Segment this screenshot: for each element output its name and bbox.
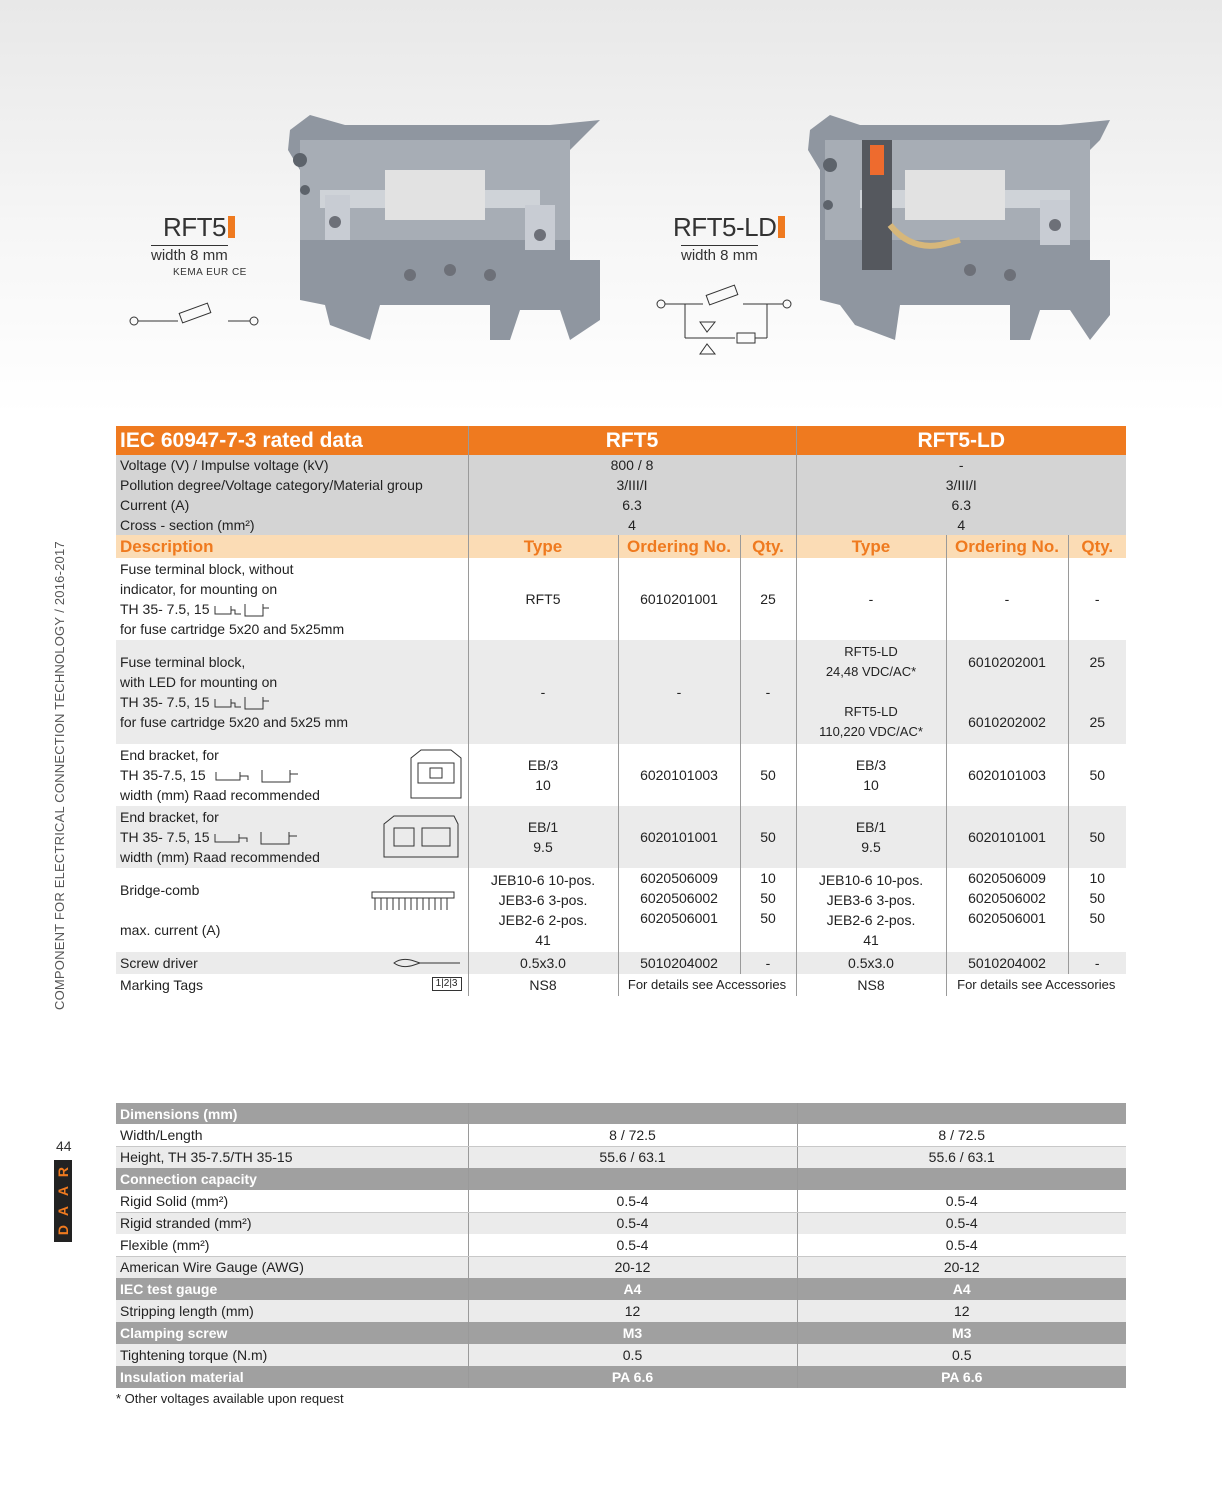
fuse-led-symbol-icon (655, 282, 795, 362)
row-value: A4 (797, 1278, 1126, 1300)
table-row (116, 1256, 1126, 1278)
rated-value: 4 (468, 515, 796, 535)
rated-row (116, 475, 1126, 495)
rated-label: Current (A) (116, 495, 468, 515)
din-rail-icon (213, 602, 271, 618)
accent-bar (228, 216, 235, 238)
row-value: 12 (797, 1300, 1126, 1322)
item-description: Screw driver (116, 952, 468, 974)
type-value: EB/3 10 (468, 744, 618, 806)
qty-value: - (1068, 952, 1126, 974)
row-value: 0.5-4 (797, 1234, 1126, 1256)
table-row (116, 1300, 1126, 1322)
row-value: 0.5 (797, 1344, 1126, 1366)
row-label: Tightening torque (N.m) (116, 1344, 468, 1366)
type-value: - (796, 558, 946, 640)
type-value: NS8 (796, 974, 946, 996)
qty-value: 50 (1068, 806, 1126, 868)
qty-value: - (740, 640, 796, 744)
ordering-value: 6010202001 6010202002 (946, 640, 1068, 744)
row-label: Stripping length (mm) (116, 1300, 468, 1322)
ordering-value: 6020101001 (618, 806, 740, 868)
col-rft5-title: RFT5 (468, 426, 796, 455)
qty-value: 25 25 (1068, 640, 1126, 744)
table-row (116, 1146, 1126, 1168)
table-row (116, 640, 1126, 744)
rated-value: 6.3 (468, 495, 796, 515)
qty-header: Qty. (1068, 535, 1126, 558)
table-row (116, 1212, 1126, 1234)
rated-value: 3/III/I (468, 475, 796, 495)
side-caption: COMPONENT FOR ELECTRICAL CONNECTION TECHNOLOGY/ 2016-2017 (52, 541, 67, 1010)
din-rail-icon (213, 695, 271, 711)
type-value: NS8 (468, 974, 618, 996)
row-value: 0.5-4 (468, 1212, 797, 1234)
row-label: Height, TH 35-7.5/TH 35-15 (116, 1146, 468, 1168)
section-title: IEC test gauge (116, 1278, 468, 1300)
rated-title: IEC 60947-7-3 rated data (116, 426, 468, 455)
col-rft5-ld-title: RFT5-LD (796, 426, 1126, 455)
row-value: 12 (468, 1300, 797, 1322)
row-value: 20-12 (797, 1256, 1126, 1278)
footnote: * Other voltages available upon request (116, 1391, 344, 1406)
row-value: 55.6 / 63.1 (797, 1146, 1126, 1168)
rated-header-row (116, 426, 1126, 455)
row-value: PA 6.6 (797, 1366, 1126, 1388)
end-bracket-icon (406, 748, 466, 802)
ordering-value: - (618, 640, 740, 744)
row-value: M3 (468, 1322, 797, 1344)
item-description: End bracket, for TH 35- 7.5, 15 width (mm) Raad recommended (116, 806, 468, 868)
table-row (116, 974, 1126, 996)
ordering-value: 6010201001 (618, 558, 740, 640)
item-description: End bracket, for TH 35-7.5, 15 width (mm) Raad recommended (116, 744, 468, 806)
section-header-row (116, 1366, 1126, 1388)
qty-value: - (1068, 558, 1126, 640)
row-value: 0.5-4 (468, 1190, 797, 1212)
row-label: Rigid Solid (mm²) (116, 1190, 468, 1212)
rated-row (116, 515, 1126, 535)
section-title: Clamping screw (116, 1322, 468, 1344)
product-name-rft5-ld: RFT5-LD (673, 212, 785, 243)
rft5-ld-product-image (800, 110, 1120, 345)
product-width-rft5: width 8 mm (151, 247, 228, 264)
qty-value: 50 (740, 744, 796, 806)
qty-value: - (740, 952, 796, 974)
type-value: 0.5x3.0 (796, 952, 946, 974)
ordering-value: - (946, 558, 1068, 640)
type-value: JEB10-6 10-pos. JEB3-6 3-pos. JEB2-6 2-pos. 41 (796, 868, 946, 952)
page-number: 44 (56, 1138, 72, 1154)
table-row (116, 744, 1126, 806)
qty-header: Qty. (740, 535, 796, 558)
section-title: Insulation material (116, 1366, 468, 1388)
table-row (116, 1124, 1126, 1146)
row-label: Width/Length (116, 1124, 468, 1146)
fuse-symbol-icon (128, 296, 263, 330)
item-description: Marking Tags 1|2|3 (116, 974, 468, 996)
qty-value: 25 (740, 558, 796, 640)
screwdriver-icon (392, 957, 462, 969)
row-value: 0.5 (468, 1344, 797, 1366)
rated-value: 3/III/I (796, 475, 1126, 495)
ordering-value: 5010204002 (618, 952, 740, 974)
rated-row (116, 455, 1126, 475)
bridge-comb-icon (370, 890, 456, 914)
item-description: Bridge-comb max. current (A) (116, 868, 468, 952)
item-description: Fuse terminal block, with LED for mounting on TH 35- 7.5, 15 for fuse cartridge 5x20 and 5x25 mm (116, 640, 468, 744)
type-header: Type (468, 535, 618, 558)
section-header-row (116, 1322, 1126, 1344)
raad-logo: R A A D (54, 1160, 72, 1242)
table-row (116, 952, 1126, 974)
product-name-rft5: RFT5 (163, 212, 235, 243)
row-value: PA 6.6 (468, 1366, 797, 1388)
table-row (116, 558, 1126, 640)
description-header-row (116, 535, 1126, 558)
ordering-value: 6020101003 (618, 744, 740, 806)
qty-value: 10 50 50 (740, 868, 796, 952)
ordering-value: For details see Accessories (618, 974, 796, 996)
row-value: 8 / 72.5 (468, 1124, 797, 1146)
type-value: - (468, 640, 618, 744)
rated-label: Pollution degree/Voltage category/Material group (116, 475, 468, 495)
type-value: RFT5 (468, 558, 618, 640)
type-value: 0.5x3.0 (468, 952, 618, 974)
row-label: Flexible (mm²) (116, 1234, 468, 1256)
section-header-row (116, 1103, 1126, 1124)
ordering-value: 6020101003 (946, 744, 1068, 806)
item-description: Fuse terminal block, without indicator, for mounting on TH 35- 7.5, 15 for fuse cartridge 5x20 and 5x25mm (116, 558, 468, 640)
section-header-row (116, 1278, 1126, 1300)
dimensions-table (116, 1103, 1126, 1388)
row-label: Rigid stranded (mm²) (116, 1212, 468, 1234)
row-value: 0.5-4 (797, 1212, 1126, 1234)
marking-tags-icon: 1|2|3 (432, 977, 462, 991)
certification-marks: KEMA EUR CE (173, 267, 247, 278)
din-rail-icon (210, 768, 300, 784)
accent-bar (778, 216, 785, 238)
din-rail-icon (213, 830, 303, 846)
ordering-value: 5010204002 (946, 952, 1068, 974)
row-value: 0.5-4 (797, 1190, 1126, 1212)
row-value: 20-12 (468, 1256, 797, 1278)
rated-label: Voltage (V) / Impulse voltage (kV) (116, 455, 468, 475)
ordering-value: 6020506009 6020506002 6020506001 (946, 868, 1068, 952)
rated-label: Cross - section (mm²) (116, 515, 468, 535)
section-title: Connection capacity (116, 1168, 468, 1190)
table-row (116, 868, 1126, 952)
type-value: RFT5-LD 24,48 VDC/AC* RFT5-LD 110,220 VDC/AC* (796, 640, 946, 744)
type-value: EB/1 9.5 (468, 806, 618, 868)
rated-value: 6.3 (796, 495, 1126, 515)
section-title: Dimensions (mm) (116, 1103, 468, 1124)
row-value: 0.5-4 (468, 1234, 797, 1256)
ordering-header: Ordering No. (946, 535, 1068, 558)
qty-value: 50 (1068, 744, 1126, 806)
ordering-value: 6020506009 6020506002 6020506001 (618, 868, 740, 952)
rated-row (116, 495, 1126, 515)
type-value: JEB10-6 10-pos. JEB3-6 3-pos. JEB2-6 2-pos. 41 (468, 868, 618, 952)
section-header-row (116, 1168, 1126, 1190)
row-label: American Wire Gauge (AWG) (116, 1256, 468, 1278)
row-value: 8 / 72.5 (797, 1124, 1126, 1146)
end-bracket-icon (380, 812, 462, 862)
rated-data-table (116, 426, 1126, 996)
rft5-product-image (270, 110, 610, 345)
ordering-header: Ordering No. (618, 535, 740, 558)
type-value: EB/3 10 (796, 744, 946, 806)
table-row (116, 806, 1126, 868)
ordering-value: For details see Accessories (946, 974, 1126, 996)
product-width-rft5-ld: width 8 mm (681, 247, 758, 264)
rated-value: 4 (796, 515, 1126, 535)
rated-value: 800 / 8 (468, 455, 796, 475)
row-value: M3 (797, 1322, 1126, 1344)
table-row (116, 1234, 1126, 1256)
description-header: Description (116, 535, 468, 558)
qty-value: 50 (740, 806, 796, 868)
qty-value: 10 50 50 (1068, 868, 1126, 952)
row-value: 55.6 / 63.1 (468, 1146, 797, 1168)
type-value: EB/1 9.5 (796, 806, 946, 868)
ordering-value: 6020101001 (946, 806, 1068, 868)
table-row (116, 1344, 1126, 1366)
rated-value: - (796, 455, 1126, 475)
type-header: Type (796, 535, 946, 558)
row-value: A4 (468, 1278, 797, 1300)
table-row (116, 1190, 1126, 1212)
